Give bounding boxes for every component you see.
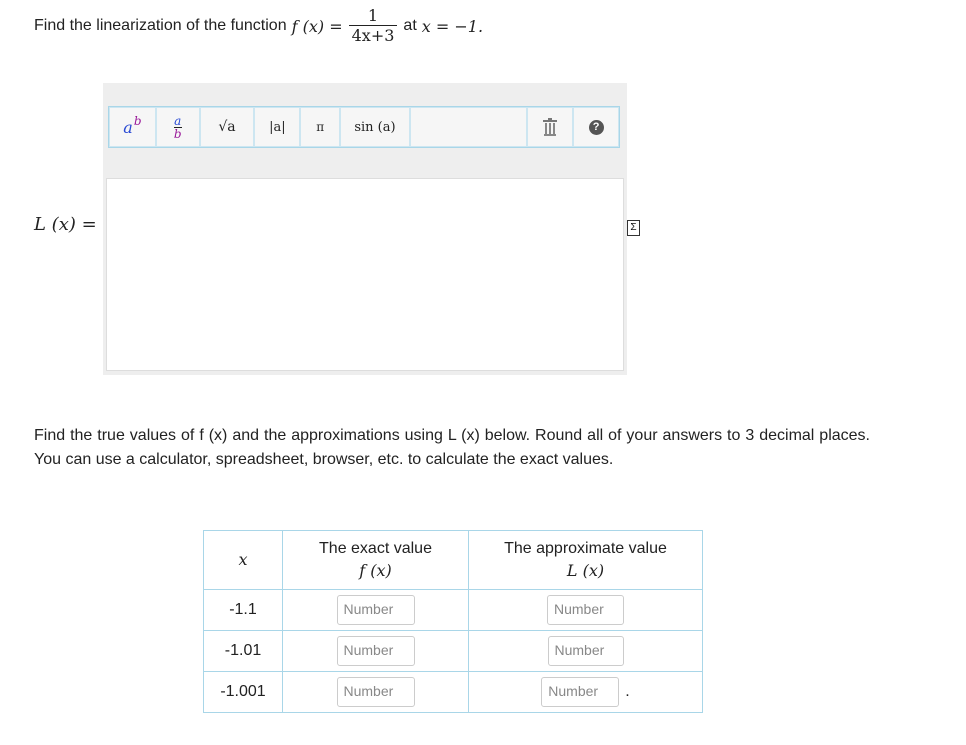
header-approx-sub: L (x): [566, 561, 605, 580]
exact-input[interactable]: Number: [337, 677, 415, 707]
header-exact-sub: f (x): [359, 561, 392, 580]
math-toolbar: [108, 106, 620, 148]
question-text: [34, 6, 483, 46]
fraction-button[interactable]: [156, 107, 200, 147]
math-editor: [103, 83, 627, 375]
trash-icon: [542, 118, 558, 136]
toolbar-spacer: [410, 107, 528, 147]
sin-button[interactable]: [340, 107, 410, 147]
exact-cell: [283, 631, 469, 672]
sigma-icon[interactable]: Σ: [627, 220, 640, 236]
exact-input[interactable]: Number: [337, 595, 415, 625]
approx-cell: [469, 590, 703, 631]
table-row: [204, 631, 703, 672]
clear-button[interactable]: [527, 107, 573, 147]
fraction-numerator: 1: [367, 6, 379, 25]
power-exponent: b: [133, 114, 142, 128]
approx-cell: [469, 672, 703, 713]
exact-input[interactable]: Number: [337, 636, 415, 666]
header-approx-title: The approximate value: [504, 540, 667, 557]
question-prefix: Find the linearization of the function: [34, 17, 287, 34]
row-x-value: -1.01: [204, 631, 283, 672]
header-approx: [469, 531, 703, 590]
pi-button[interactable]: [300, 107, 340, 147]
header-x-label: x: [238, 550, 248, 569]
values-table: [203, 530, 703, 713]
header-exact-title: The exact value: [319, 540, 432, 557]
table-row: [204, 672, 703, 713]
row-x-value: -1.001: [204, 672, 283, 713]
table-header-row: [204, 531, 703, 590]
header-exact: [283, 531, 469, 590]
sqrt-button[interactable]: [200, 107, 255, 147]
row-x-value: -1.1: [204, 590, 283, 631]
fraction-icon: [174, 115, 182, 140]
function-fraction: [349, 7, 398, 45]
fraction-icon-top: a: [174, 113, 182, 128]
help-button[interactable]: [573, 107, 619, 147]
pi-icon: π: [316, 120, 325, 134]
fraction-icon-bottom: b: [173, 126, 182, 141]
function-lhs: f (x) =: [291, 16, 343, 36]
power-button[interactable]: [109, 107, 156, 147]
exact-cell: [283, 590, 469, 631]
fraction-denominator: 4x+3: [349, 25, 398, 45]
sin-icon: sin (a): [354, 119, 396, 135]
header-x: [204, 531, 283, 590]
abs-icon: |a|: [269, 119, 286, 135]
approx-input[interactable]: Number: [547, 595, 624, 625]
answer-input-area[interactable]: [106, 178, 624, 371]
answer-label: L (x) =: [34, 214, 97, 235]
point-value: x = −1.: [421, 16, 484, 36]
sqrt-icon: √a: [218, 119, 236, 135]
approx-input[interactable]: Number: [541, 677, 619, 707]
trailing-period: .: [625, 683, 630, 701]
instructions-text: Find the true values of f (x) and the approximations using L (x) below. Round all of your answers to 3 decimal places. You can use a calculator, spreadsheet, browser, etc. to calculate the exact values.: [34, 427, 870, 468]
approx-input[interactable]: Number: [548, 636, 624, 666]
at-text: at: [403, 17, 417, 34]
approx-cell: [469, 631, 703, 672]
power-base: a: [123, 117, 133, 137]
exact-cell: [283, 672, 469, 713]
table-row: [204, 590, 703, 631]
help-icon: ?: [589, 120, 604, 135]
abs-button[interactable]: [254, 107, 300, 147]
